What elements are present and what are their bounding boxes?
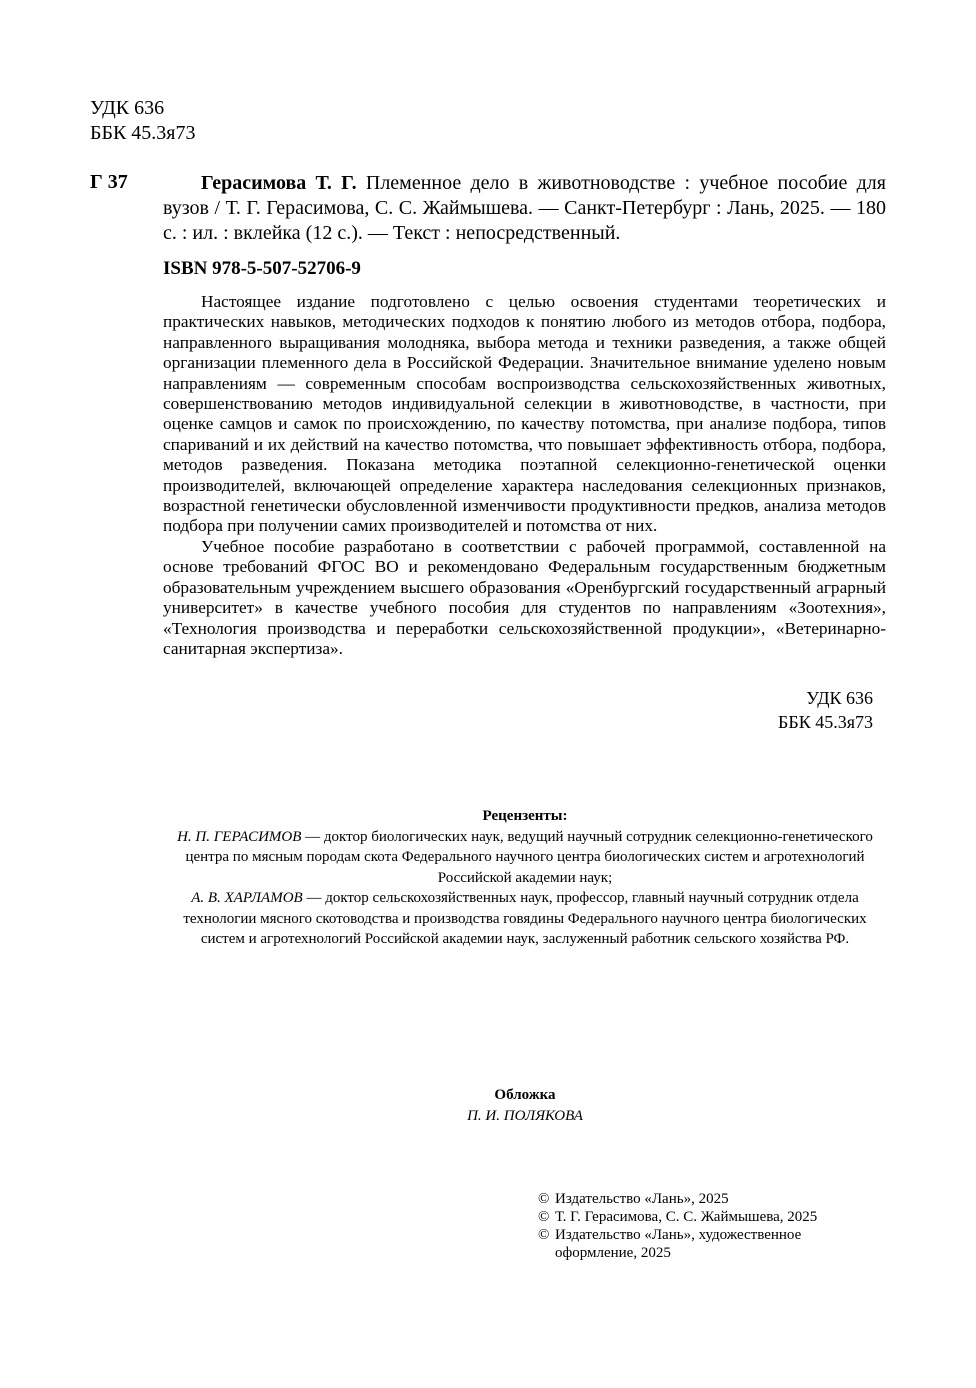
copyright-icon: © <box>538 1227 550 1243</box>
cover-credit <box>400 1085 650 1127</box>
bibliographic-record <box>163 171 886 246</box>
copyright-block <box>538 1190 878 1262</box>
abstract-paragraph-1: Настоящее издание подготовлено с целью освоения студентами теоретических и практических навыков, методических подходов к понятию любого из методов отбора, подбора, направленного выращивания молодняка, выбора метода и техники разведения, а также общей организации племенного дела в Российской Федерации. Значительное внимание уделено новым направлениям — современным способам воспроизводства сельскохозяйственных животных, совершенствованию методов индивидуальной селекции в животноводстве, в частности, при оценке самцов и самок по происхождению, по качеству потомства, при анализе подбора, типов спариваний и их действий на качество потомства, что повышает эффективность отбора, подбора, методов разведения. Показана методика поэтапной селекционно-генетической оценки производителей, включающей определение характера наследования селекционных признаков, возрастной генетически обусловленной изменчивости продуктивности предков, анализа методов подбора при получении самих производителей и потомства от них. <box>163 292 886 536</box>
udk-bbk-header <box>90 96 196 146</box>
udk-code-right: УДК 636 <box>806 688 873 708</box>
bibliographic-description: Племенное дело в животноводстве : учебное пособие для вузов / Т. Г. Герасимова, С. С. Жаймышева. — Санкт-Петербург : Лань, 2025. — 180 с. : ил. : вклейка (12 с.). — Текст : непосредственный. <box>163 172 886 244</box>
bbk-code-right: ББК 45.3я73 <box>778 712 873 732</box>
abstract-paragraph-2: Учебное пособие разработано в соответствии с рабочей программой, составленной на основе требований ФГОС ВО и рекомендовано Федеральным государственным бюджетным образовательным учреждением высшего образования «Оренбургский государственный аграрный университет» в качестве учебного пособия для студентов по направлениям «Зоотехния», «Технология производства и переработки сельскохозяйственной продукции», «Ветеринарно-санитарная экспертиза». <box>163 536 886 658</box>
reviewer-1-info: — доктор биологических наук, ведущий научный сотрудник селекционно-генетического центра по мясным породам скота Федерального научного центра биологических систем и агротехнологий Российской академии наук; <box>185 828 873 886</box>
udk-code: УДК 636 <box>90 97 165 119</box>
author-name: Герасимова Т. Г. <box>201 172 357 194</box>
copyright-line: © Т. Г. Герасимова, С. С. Жаймышева, 2025 <box>538 1209 818 1225</box>
cover-designer: П. И. ПОЛЯКОВА <box>467 1108 583 1124</box>
isbn: ISBN 978-5-507-52706-9 <box>163 258 361 279</box>
classification-codes <box>760 686 873 734</box>
reviewer-1 <box>170 827 880 889</box>
author-sign: Г 37 <box>90 171 128 193</box>
bbk-code: ББК 45.3я73 <box>90 122 196 144</box>
copyright-line: © Издательство «Лань», 2025 <box>538 1191 729 1207</box>
reviewer-1-name: Н. П. ГЕРАСИМОВ <box>177 828 302 845</box>
reviewer-2 <box>170 888 880 950</box>
copyright-icon: © <box>538 1209 550 1225</box>
copyright-line: © Издательство «Лань», художественное оформление, 2025 <box>538 1227 802 1261</box>
copyright-icon: © <box>538 1191 550 1207</box>
reviewer-2-name: А. В. ХАРЛАМОВ <box>191 890 303 906</box>
abstract <box>163 292 886 659</box>
reviewers-heading: Рецензенты: <box>482 808 568 824</box>
reviewers-block <box>170 806 880 950</box>
reviewer-2-info: — доктор сельскохозяйственных наук, профессор, главный научный сотрудник отдела технологии мясного скотоводства и производства говядины Федерального научного центра биологических систем и агротехнологий Российской академии наук, заслуженный работник сельского хозяйства РФ. <box>183 890 867 947</box>
cover-heading: Обложка <box>494 1087 556 1103</box>
